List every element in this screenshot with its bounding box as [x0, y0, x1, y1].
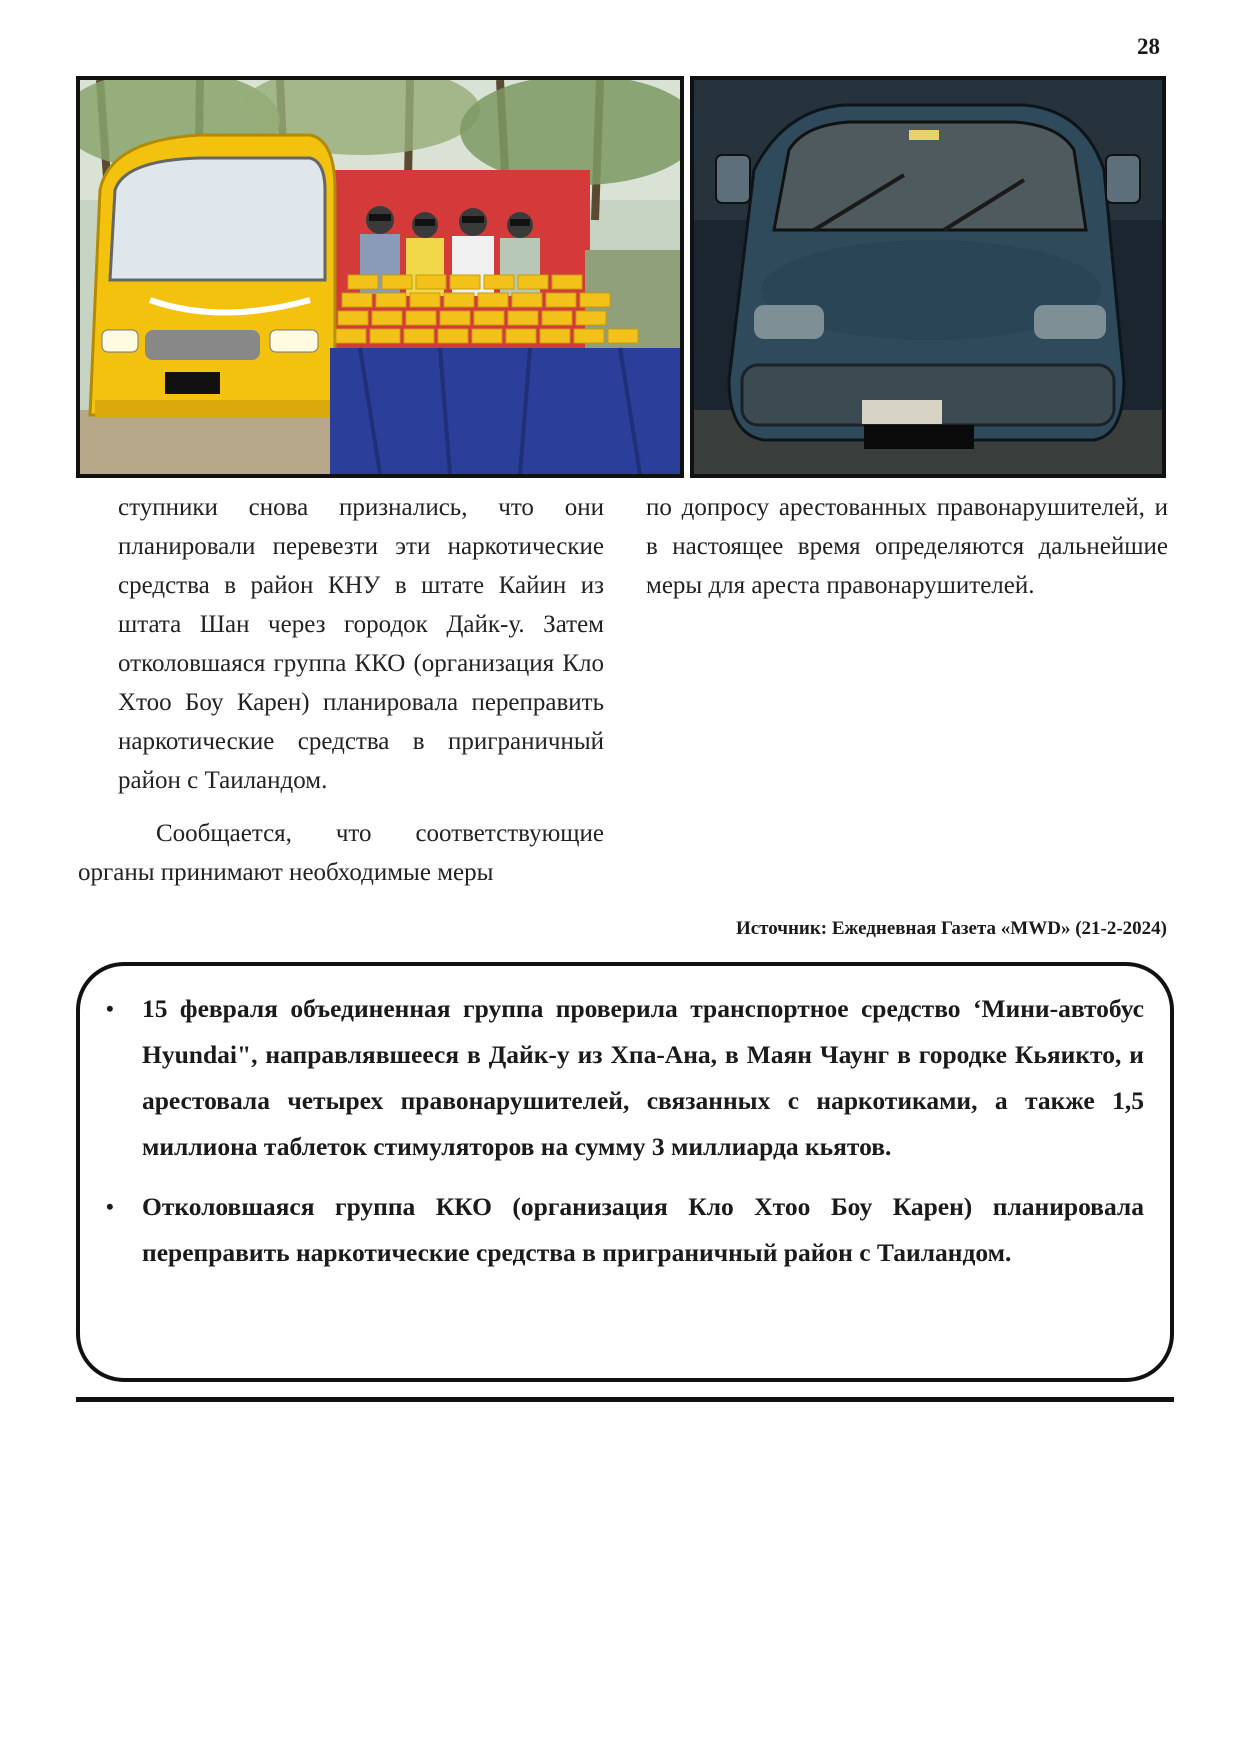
bullet-icon: •	[106, 1194, 114, 1219]
article-column-right	[646, 488, 1168, 605]
summary-item	[104, 1184, 1144, 1276]
page-number: 28	[1137, 34, 1160, 59]
bottom-rule	[76, 1397, 1174, 1402]
summary-item-text: Отколовшаяся группа ККО (организация Кло Хтоо Боу Карен) планировала переправить наркотические средства в приграничный район с Таиландом.	[142, 1192, 1144, 1267]
minibus-seizure-image	[80, 80, 680, 474]
bullet-icon: •	[106, 996, 114, 1021]
article-paragraph: по допросу арестованных правонарушителей, и в настоящее время определяются дальнейшие меры для ареста правонарушителей.	[646, 494, 1168, 599]
article-column-left	[78, 488, 604, 892]
minivan-image	[694, 80, 1162, 474]
summary-list	[104, 986, 1144, 1276]
source-citation: Источник: Ежедневная Газета «MWD» (21-2-2024)	[735, 918, 1167, 939]
summary-box	[76, 962, 1174, 1382]
photo-row	[76, 76, 1166, 478]
summary-item	[104, 986, 1144, 1170]
article-paragraph: Сообщается, что соответствующие органы принимают необходимые меры	[78, 820, 604, 886]
article-paragraph: ступники снова признались, что они планировали перевезти эти наркотические средства в район КНУ в штате Кайин из штата Шан через городок Дайк-у. Затем отколовшаяся группа ККО (организация Кло Хтоо Боу Карен) планировала переправить наркотические средства в приграничный район с Таиландом.	[118, 494, 604, 794]
photo-minivan	[690, 76, 1166, 478]
summary-item-text: 15 февраля объединенная группа проверила транспортное средство ‘Мини-автобус Hyundai", направлявшееся в Дайк-у из Хпа-Ана, в Маян Чаунг в городке Кьяикто, и арестовала четырех правонарушителей, связанных с наркотиками, а также 1,5 миллиона таблеток стимуляторов на сумму 3 миллиарда кьятов.	[142, 994, 1144, 1161]
photo-minibus-seizure	[76, 76, 684, 478]
